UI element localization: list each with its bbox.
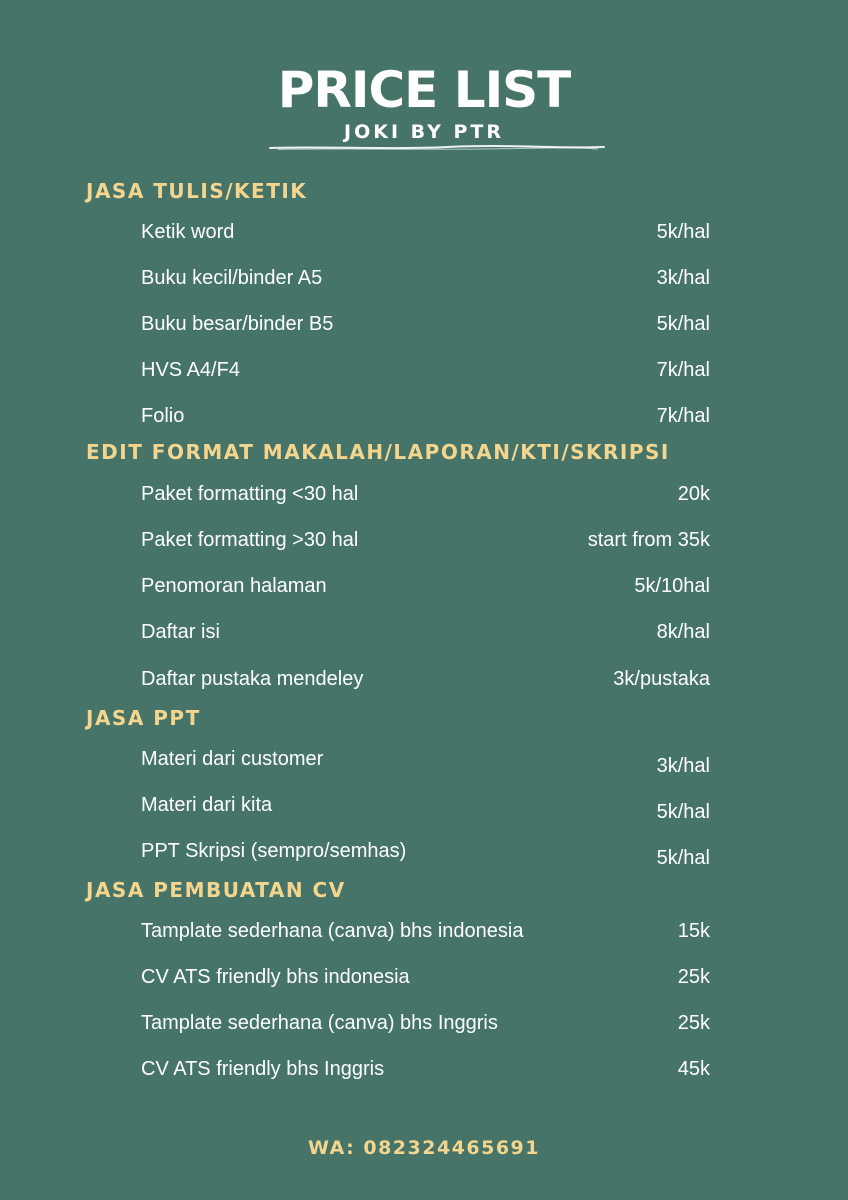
item-name: Materi dari kita: [141, 794, 273, 816]
price-row: [141, 794, 710, 826]
item-price: 15k: [677, 920, 710, 942]
price-row: [141, 963, 710, 991]
price-row: [141, 480, 710, 508]
price-row: [141, 310, 710, 338]
item-name: PPT Skripsi (sempro/semhas): [141, 840, 407, 862]
price-row: [141, 218, 710, 246]
item-price: 5k/hal: [656, 847, 710, 869]
item-name: Buku kecil/binder A5: [141, 267, 323, 289]
item-name: Folio: [141, 405, 185, 427]
item-name: Tamplate sederhana (canva) bhs indonesia: [141, 920, 524, 942]
item-name: Paket formatting <30 hal: [141, 483, 359, 505]
item-name: CV ATS friendly bhs Inggris: [141, 1058, 385, 1080]
item-name: Buku besar/binder B5: [141, 313, 334, 335]
price-row: [141, 840, 710, 872]
item-name: Daftar isi: [141, 621, 220, 643]
price-row: [141, 526, 710, 554]
price-row: [141, 1009, 710, 1037]
item-name: Tamplate sederhana (canva) bhs Inggris: [141, 1012, 498, 1034]
brush-underline: [268, 144, 606, 152]
item-name: CV ATS friendly bhs indonesia: [141, 966, 410, 988]
item-name: Daftar pustaka mendeley: [141, 668, 364, 690]
item-price: 3k/hal: [656, 755, 710, 777]
section-heading-jasa-pembuatan-cv: JASA PEMBUATAN CV: [86, 878, 346, 902]
item-price: 25k: [677, 966, 710, 988]
item-name: HVS A4/F4: [141, 359, 240, 381]
price-row: [141, 748, 710, 780]
section-heading-jasa-tulis-ketik: JASA TULIS/KETIK: [86, 179, 308, 203]
item-price: 8k/hal: [656, 621, 710, 643]
item-price: 45k: [677, 1058, 710, 1080]
item-price: 3k/pustaka: [613, 668, 710, 690]
price-row: [141, 402, 710, 430]
item-price: 20k: [677, 483, 710, 505]
item-name: Ketik word: [141, 221, 235, 243]
page-subtitle: JOKI BY PTR: [344, 121, 504, 143]
item-price: 5k/hal: [656, 221, 710, 243]
section-heading-edit-format: EDIT FORMAT MAKALAH/LAPORAN/KTI/SKRIPSI: [86, 440, 670, 464]
price-row: [141, 917, 710, 945]
item-price: 3k/hal: [656, 267, 710, 289]
item-name: Paket formatting >30 hal: [141, 529, 359, 551]
whatsapp-contact: WA: 082324465691: [307, 1137, 541, 1159]
item-price: 5k/hal: [656, 313, 710, 335]
page-title: PRICE LIST: [277, 61, 571, 119]
item-name: Materi dari customer: [141, 748, 324, 770]
item-price: 5k/hal: [656, 801, 710, 823]
price-row: [141, 665, 710, 693]
item-price: 25k: [677, 1012, 710, 1034]
section-heading-jasa-ppt: JASA PPT: [86, 706, 201, 730]
price-row: [141, 572, 710, 600]
item-price: start from 35k: [587, 529, 710, 551]
item-price: 7k/hal: [656, 405, 710, 427]
price-row: [141, 1055, 710, 1083]
price-row: [141, 356, 710, 384]
price-row: [141, 264, 710, 292]
price-row: [141, 618, 710, 646]
item-price: 7k/hal: [656, 359, 710, 381]
item-name: Penomoran halaman: [141, 575, 327, 597]
item-price: 5k/10hal: [634, 575, 710, 597]
